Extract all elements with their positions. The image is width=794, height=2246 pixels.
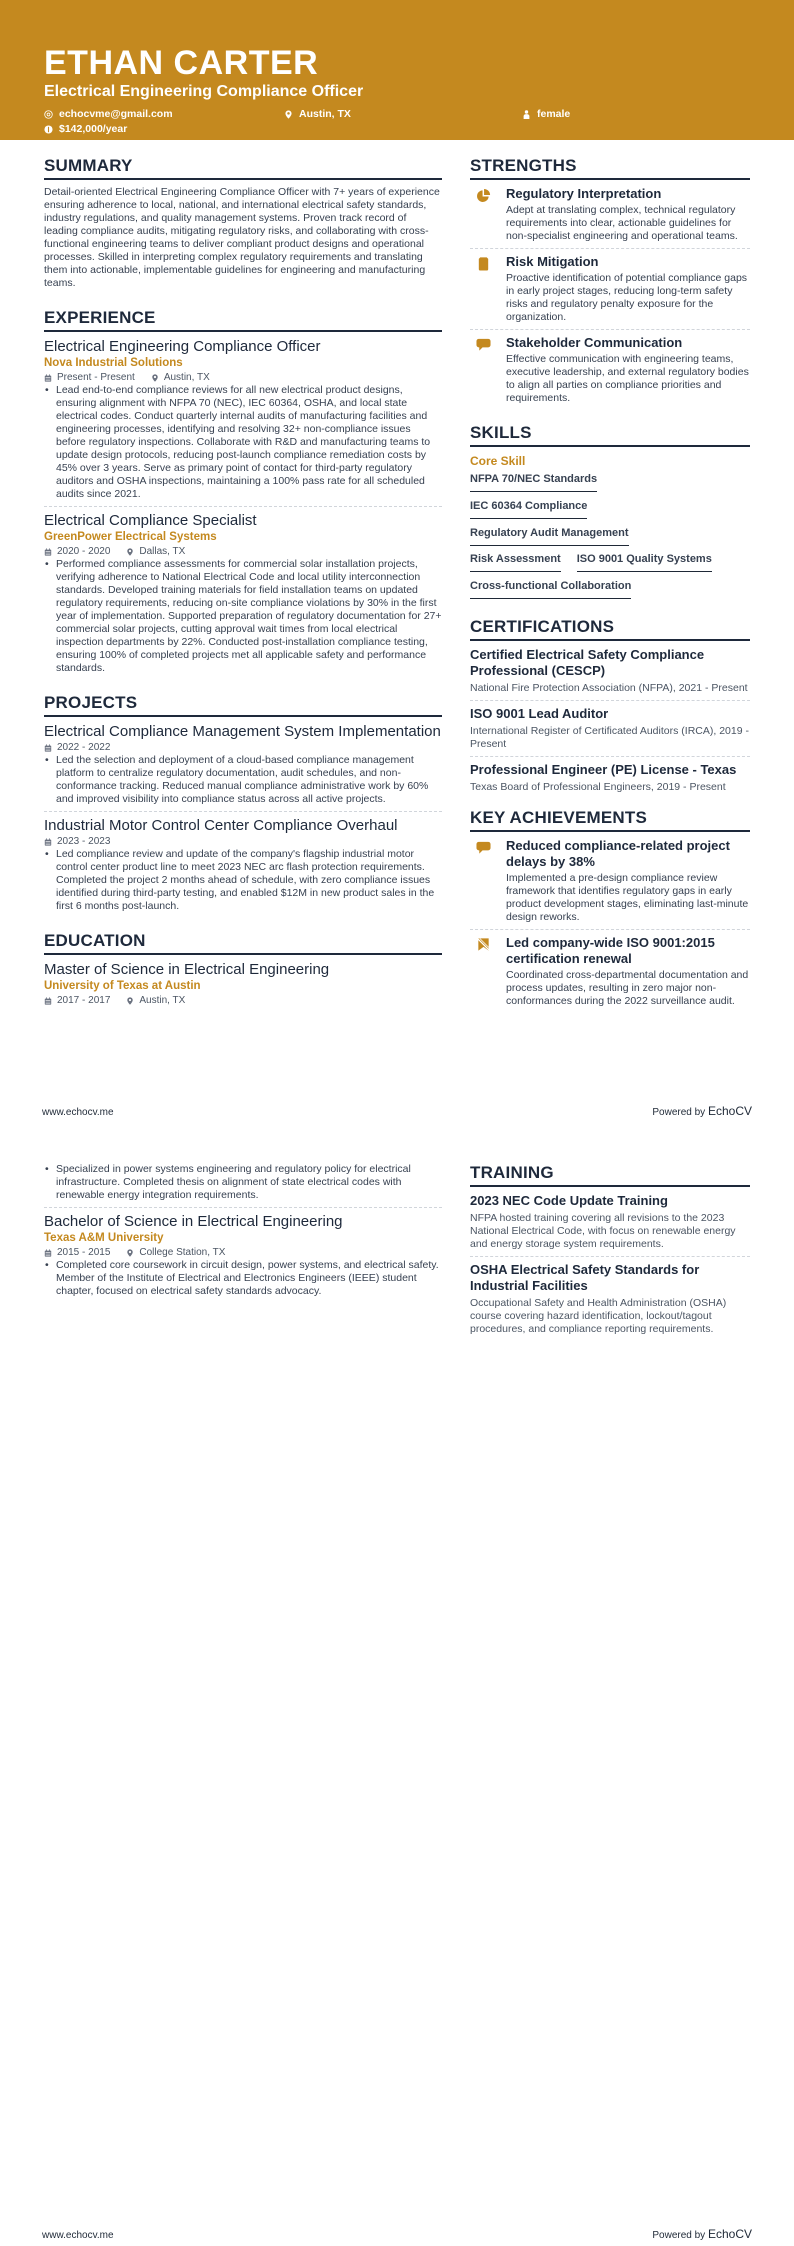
bookmark-slash-icon [476,937,491,952]
footer-powered-by: Powered by EchoCV [652,1104,752,1118]
divider [44,811,442,812]
calendar-icon [44,374,52,382]
contact-email[interactable] [44,108,284,120]
certifications-heading: CERTIFICATIONS [470,617,750,641]
project-item [44,723,442,806]
candidate-title: Electrical Engineering Compliance Officer [44,83,364,100]
training-title: 2023 NEC Code Update Training [470,1193,668,1208]
job-title: Electrical Compliance Specialist [44,512,257,529]
education-item [44,1213,442,1298]
calendar-icon [44,997,52,1005]
training-title: OSHA Electrical Safety Standards for Industrial Facilities [470,1262,700,1293]
skill-group-label: Core Skill [470,454,526,468]
project-dates: 2022 - 2022 [57,742,111,753]
contact-location [284,108,522,120]
project-item [44,817,442,913]
page-footer [42,2227,752,2241]
contact-list [44,108,750,135]
contact-gender [522,108,722,120]
location-pin-icon [126,1249,134,1257]
skills-section [470,423,750,603]
achievements-heading: KEY ACHIEVEMENTS [470,808,750,832]
strength-desc: Effective communication with engineering teams, executive leadership, and external regulatory bodies to align all parties on compliance priorities and requirements. [506,353,749,404]
summary-heading: SUMMARY [44,156,442,180]
education-location: Austin, TX [139,995,186,1006]
skill-tag: Cross-functional Collaboration [470,577,631,599]
certification-title: Professional Engineer (PE) License - Texas [470,762,737,777]
achievement-desc: Implemented a pre-design compliance review framework that identifies regulatory gaps in early product development stages, eliminating last-minute design reworks. [506,872,749,923]
chat-bubble-icon [476,337,491,352]
education-dates: 2017 - 2017 [57,995,111,1006]
education-meta [44,1246,442,1259]
training-desc: NFPA hosted training covering all revisions to the 2023 National Electrical Code, with focus on renewable energy and energy storage system requirements. [470,1212,736,1250]
job-dates: Present - Present [57,372,135,383]
location-pin-icon [284,110,293,119]
skill-tag: NFPA 70/NEC Standards [470,470,597,492]
strength-item [470,335,750,405]
summary-section [44,156,442,290]
calendar-icon [44,1249,52,1257]
job-location: Dallas, TX [139,546,186,557]
divider [470,329,750,330]
degree-title: Master of Science in Electrical Engineering [44,961,330,978]
certification-issuer: International Register of Certificated Auditors (IRCA), 2019 - Present [470,725,749,750]
divider [470,929,750,930]
job-dates: 2020 - 2020 [57,546,111,557]
job-meta [44,371,442,384]
strengths-section [470,156,750,405]
strengths-heading: STRENGTHS [470,156,750,180]
location-pin-icon [126,548,134,556]
skill-tag: Risk Assessment [470,550,561,572]
divider [470,756,750,757]
skill-list [470,469,750,603]
certification-issuer: National Fire Protection Association (NFPA), 2021 - Present [470,682,748,694]
certification-title: ISO 9001 Lead Auditor [470,706,609,721]
certification-issuer: Texas Board of Professional Engineers, 2019 - Present [470,781,726,793]
project-meta [44,835,442,848]
person-icon [522,110,531,119]
certification-title: Certified Electrical Safety Compliance Professional (CESCP) [470,647,705,678]
education-meta [44,994,442,1007]
right-column [470,1163,750,1336]
achievement-item [470,935,750,1008]
experience-item [44,512,442,675]
location-pin-icon [126,997,134,1005]
experience-item [44,338,442,501]
project-bullet: • Led compliance review and update of the company's flagship industrial motor control center product line to meet 2023 NEC arc flash protection requirements. Completed the project 2 months ahead of schedule, with zero compliance issues identified during third-party testing, and enabled $12M in new product sales in the first 6 months post-launch. [45,848,435,912]
education-section [44,931,442,1007]
skills-heading: SKILLS [470,423,750,447]
salary-text: $142,000/year [59,123,128,135]
left-column [44,156,442,1007]
divider [470,1256,750,1257]
company-name: Nova Industrial Solutions [44,357,183,369]
training-item [470,1193,750,1251]
achievement-item [470,838,750,924]
calendar-icon [44,838,52,846]
job-bullet: • Lead end-to-end compliance reviews for all new electrical product designs, ensuring alignment with NFPA 70 (NEC), IEC 60364, OSHA, and local state electrical codes. Conduct quarterly internal audits of manufacturing facilities and engineering processes, identifying and resolving 32+ non-compliance issues before regulatory inspections. Collaborate with R&D and manufacturing teams to update design protocols, reducing post-launch compliance remediation costs by 45% over 3 years. Serve as primary point of contact for third-party regulatory auditors and OSHA inspections, maintaining a 100% pass rate for all scheduled audits since 2021. [45,384,431,500]
certification-item [470,762,750,794]
resume-header [0,0,794,140]
calendar-icon [44,548,52,556]
school-name: University of Texas at Austin [44,980,201,992]
project-title: Industrial Motor Control Center Compliance Overhaul [44,817,398,834]
strength-title: Risk Mitigation [506,254,599,269]
company-name: GreenPower Electrical Systems [44,531,217,543]
divider [44,1207,442,1208]
pie-chart-icon [476,188,491,203]
education-item [44,961,442,1007]
clipboard-icon [476,256,491,271]
achievement-title: Led company-wide ISO 9001:2015 certification renewal [506,935,715,966]
at-icon [44,110,53,119]
page-footer [42,1104,752,1118]
job-meta [44,545,442,558]
education-dates: 2015 - 2015 [57,1247,111,1258]
summary-text: Detail-oriented Electrical Engineering Compliance Officer with 7+ years of experience ensuring adherence to local, national, and international electrical safety standards, industry regulations, and quality management systems. Proven track record of leading compliance audits, mitigating regulatory risks, and collaborating with cross-functional engineering teams to deliver compliant product designs and operational processes. Skilled in interpreting complex regulatory requirements and translating them into actionable, implementable guidelines for engineering and manufacturing teams. [44,186,440,289]
footer-site-link[interactable]: www.echocv.me [42,2230,114,2241]
education-location: College Station, TX [139,1247,226,1258]
strength-desc: Proactive identification of potential compliance gaps in early project stages, reducing long-term safety risks and regulatory penalty exposure for the organization. [506,272,748,323]
location-pin-icon [151,374,159,382]
footer-brand[interactable]: EchoCV [707,2227,752,2241]
job-location: Austin, TX [163,372,210,383]
experience-heading: EXPERIENCE [44,308,442,332]
chat-bubble-icon [476,840,491,855]
footer-brand[interactable]: EchoCV [707,1104,752,1118]
strength-item [470,186,750,243]
strength-title: Stakeholder Communication [506,335,683,350]
strength-item [470,254,750,324]
strength-desc: Adept at translating complex, technical regulatory requirements into clear, actionable guidelines for non-specialist engineering and operational teams. [506,204,738,242]
email-text: echocvme@gmail.com [59,108,173,120]
calendar-icon [44,744,52,752]
projects-section [44,693,442,913]
certifications-section [470,617,750,794]
location-text: Austin, TX [299,108,351,120]
project-meta [44,741,442,754]
project-title: Electrical Compliance Management System Implementation [44,723,441,740]
skill-tag: IEC 60364 Compliance [470,497,587,519]
job-bullet: • Performed compliance assessments for commercial solar installation projects, verifying adherence to National Electrical Code and local utility interconnection standards. Developed training materials for field installation teams on updated regulatory requirements, reducing on-site compliance violations by 30% in the first year of implementation. Supported preparation of regulatory documentation for 27+ commercial solar projects, cutting approval wait times from local electrical inspection departments by 22%. Conducted post-installation compliance testing, ensuring 100% of completed projects met all applicable safety and performance standards. [45,558,442,674]
project-dates: 2023 - 2023 [57,836,111,847]
school-name: Texas A&M University [44,1232,164,1244]
footer-powered-by: Powered by EchoCV [652,2227,752,2241]
training-heading: TRAINING [470,1163,750,1187]
training-section [470,1163,750,1336]
achievements-section [470,808,750,1008]
education-heading: EDUCATION [44,931,442,955]
education-bullet: • Completed core coursework in circuit design, power systems, and electrical safety. Member of the Institute of Electrical and Electronics Engineers (IEEE) student chapter, focused on electrical safety standards advocacy. [45,1259,439,1297]
projects-heading: PROJECTS [44,693,442,717]
experience-section [44,308,442,675]
divider [44,506,442,507]
gender-text: female [537,108,571,120]
training-desc: Occupational Safety and Health Administration (OSHA) course covering hazard identification, lockout/tagout procedures, and compliance reporting requirements. [470,1297,727,1335]
job-title: Electrical Engineering Compliance Officer [44,338,321,355]
achievement-title: Reduced compliance-related project delays by 38% [506,838,730,869]
certification-item [470,647,750,695]
divider [470,248,750,249]
money-icon [44,125,53,134]
resume-page-2 [0,1123,794,2246]
skill-tag: ISO 9001 Quality Systems [577,550,712,572]
contact-salary [44,123,284,135]
project-bullet: • Led the selection and deployment of a cloud-based compliance management platform to centralize regulatory documentation, audit schedules, and non-conformance tracking. Reduced manual compliance administrative work by 60% and improved visibility into compliance status across all active projects. [45,754,429,805]
strength-title: Regulatory Interpretation [506,186,662,201]
candidate-name: ETHAN CARTER [44,44,319,82]
right-column [470,156,750,1008]
left-column [44,1163,442,1298]
education-bullet: • Specialized in power systems engineering and regulatory policy for electrical infrastructure. Completed thesis on alignment of state electrical codes with renewable energy integration requirements. [45,1163,411,1201]
skill-tag: Regulatory Audit Management [470,524,629,546]
footer-site-link[interactable]: www.echocv.me [42,1107,114,1118]
divider [470,700,750,701]
degree-title: Bachelor of Science in Electrical Engineering [44,1213,343,1230]
training-item [470,1262,750,1336]
achievement-desc: Coordinated cross-departmental documentation and process updates, resulting in zero major non-conformances during the 2022 surveillance audit. [506,969,749,1007]
certification-item [470,706,750,751]
